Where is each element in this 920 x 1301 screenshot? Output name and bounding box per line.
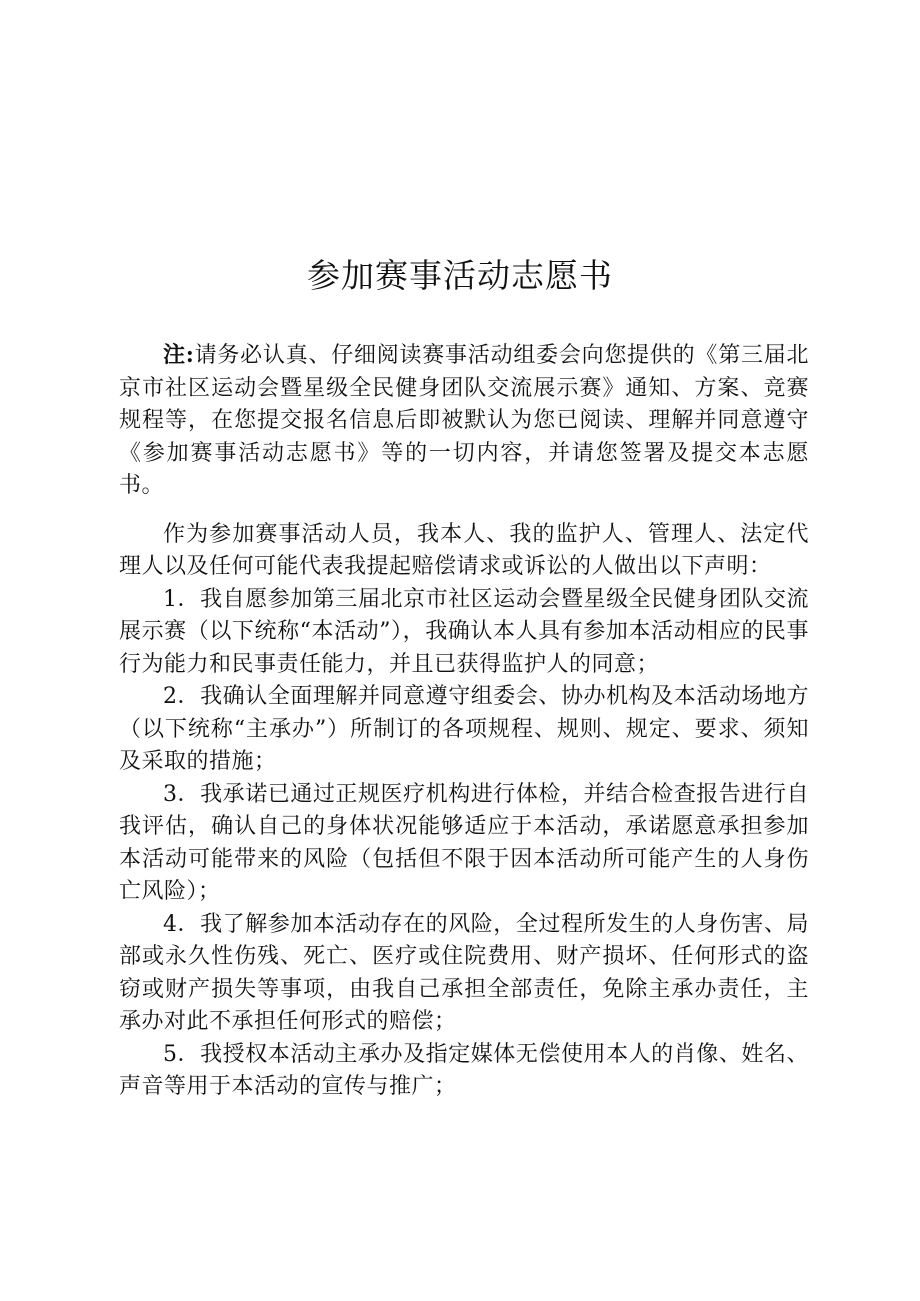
- document-body: [119, 339, 809, 1104]
- clause-2: 2．我确认全面理解并同意遵守组委会、协办机构及本活动场地方（以下统称“主承办”）所制订的各项规程、规则、规定、要求、须知及采取的措施；: [119, 684, 809, 774]
- note-text: 请务必认真、仔细阅读赛事活动组委会向您提供的《第三届北京市社区运动会暨星级全民健身团队交流展示赛》通知、方案、竞赛规程等，在您提交报名信息后即被默认为您已阅读、理解并同意遵守《参加赛事活动志愿书》等的一切内容，并请您签署及提交本志愿书。: [119, 343, 809, 498]
- clause-4: 4．我了解参加本活动存在的风险，全过程所发生的人身伤害、局部或永久性伤残、死亡、医疗或住院费用、财产损坏、任何形式的盗窃或财产损失等事项，由我自己承担全部责任，免除主承办责任，主承办对此不承担任何形式的赔偿；: [119, 911, 809, 1034]
- clause-3: 3．我承诺已通过正规医疗机构进行体检，并结合检查报告进行自我评估，确认自己的身体状况能够适应于本活动，承诺愿意承担参加本活动可能带来的风险（包括但不限于因本活动所可能产生的人身伤亡风险）；: [119, 781, 809, 904]
- note-paragraph: [119, 339, 809, 503]
- clause-5: 5．我授权本活动主承办及指定媒体无偿使用本人的肖像、姓名、声音等用于本活动的宣传与推广；: [119, 1041, 809, 1099]
- intro-paragraph: 作为参加赛事活动人员，我本人、我的监护人、管理人、法定代理人以及任何可能代表我提起赔偿请求或诉讼的人做出以下声明：: [119, 521, 809, 579]
- document-title: 参加赛事活动志愿书: [307, 256, 613, 295]
- clause-1: 1．我自愿参加第三届北京市社区运动会暨星级全民健身团队交流展示赛（以下统称“本活动”），我确认本人具有参加本活动相应的民事行为能力和民事责任能力，并且已获得监护人的同意；: [119, 586, 809, 677]
- note-label: 注:: [163, 342, 195, 368]
